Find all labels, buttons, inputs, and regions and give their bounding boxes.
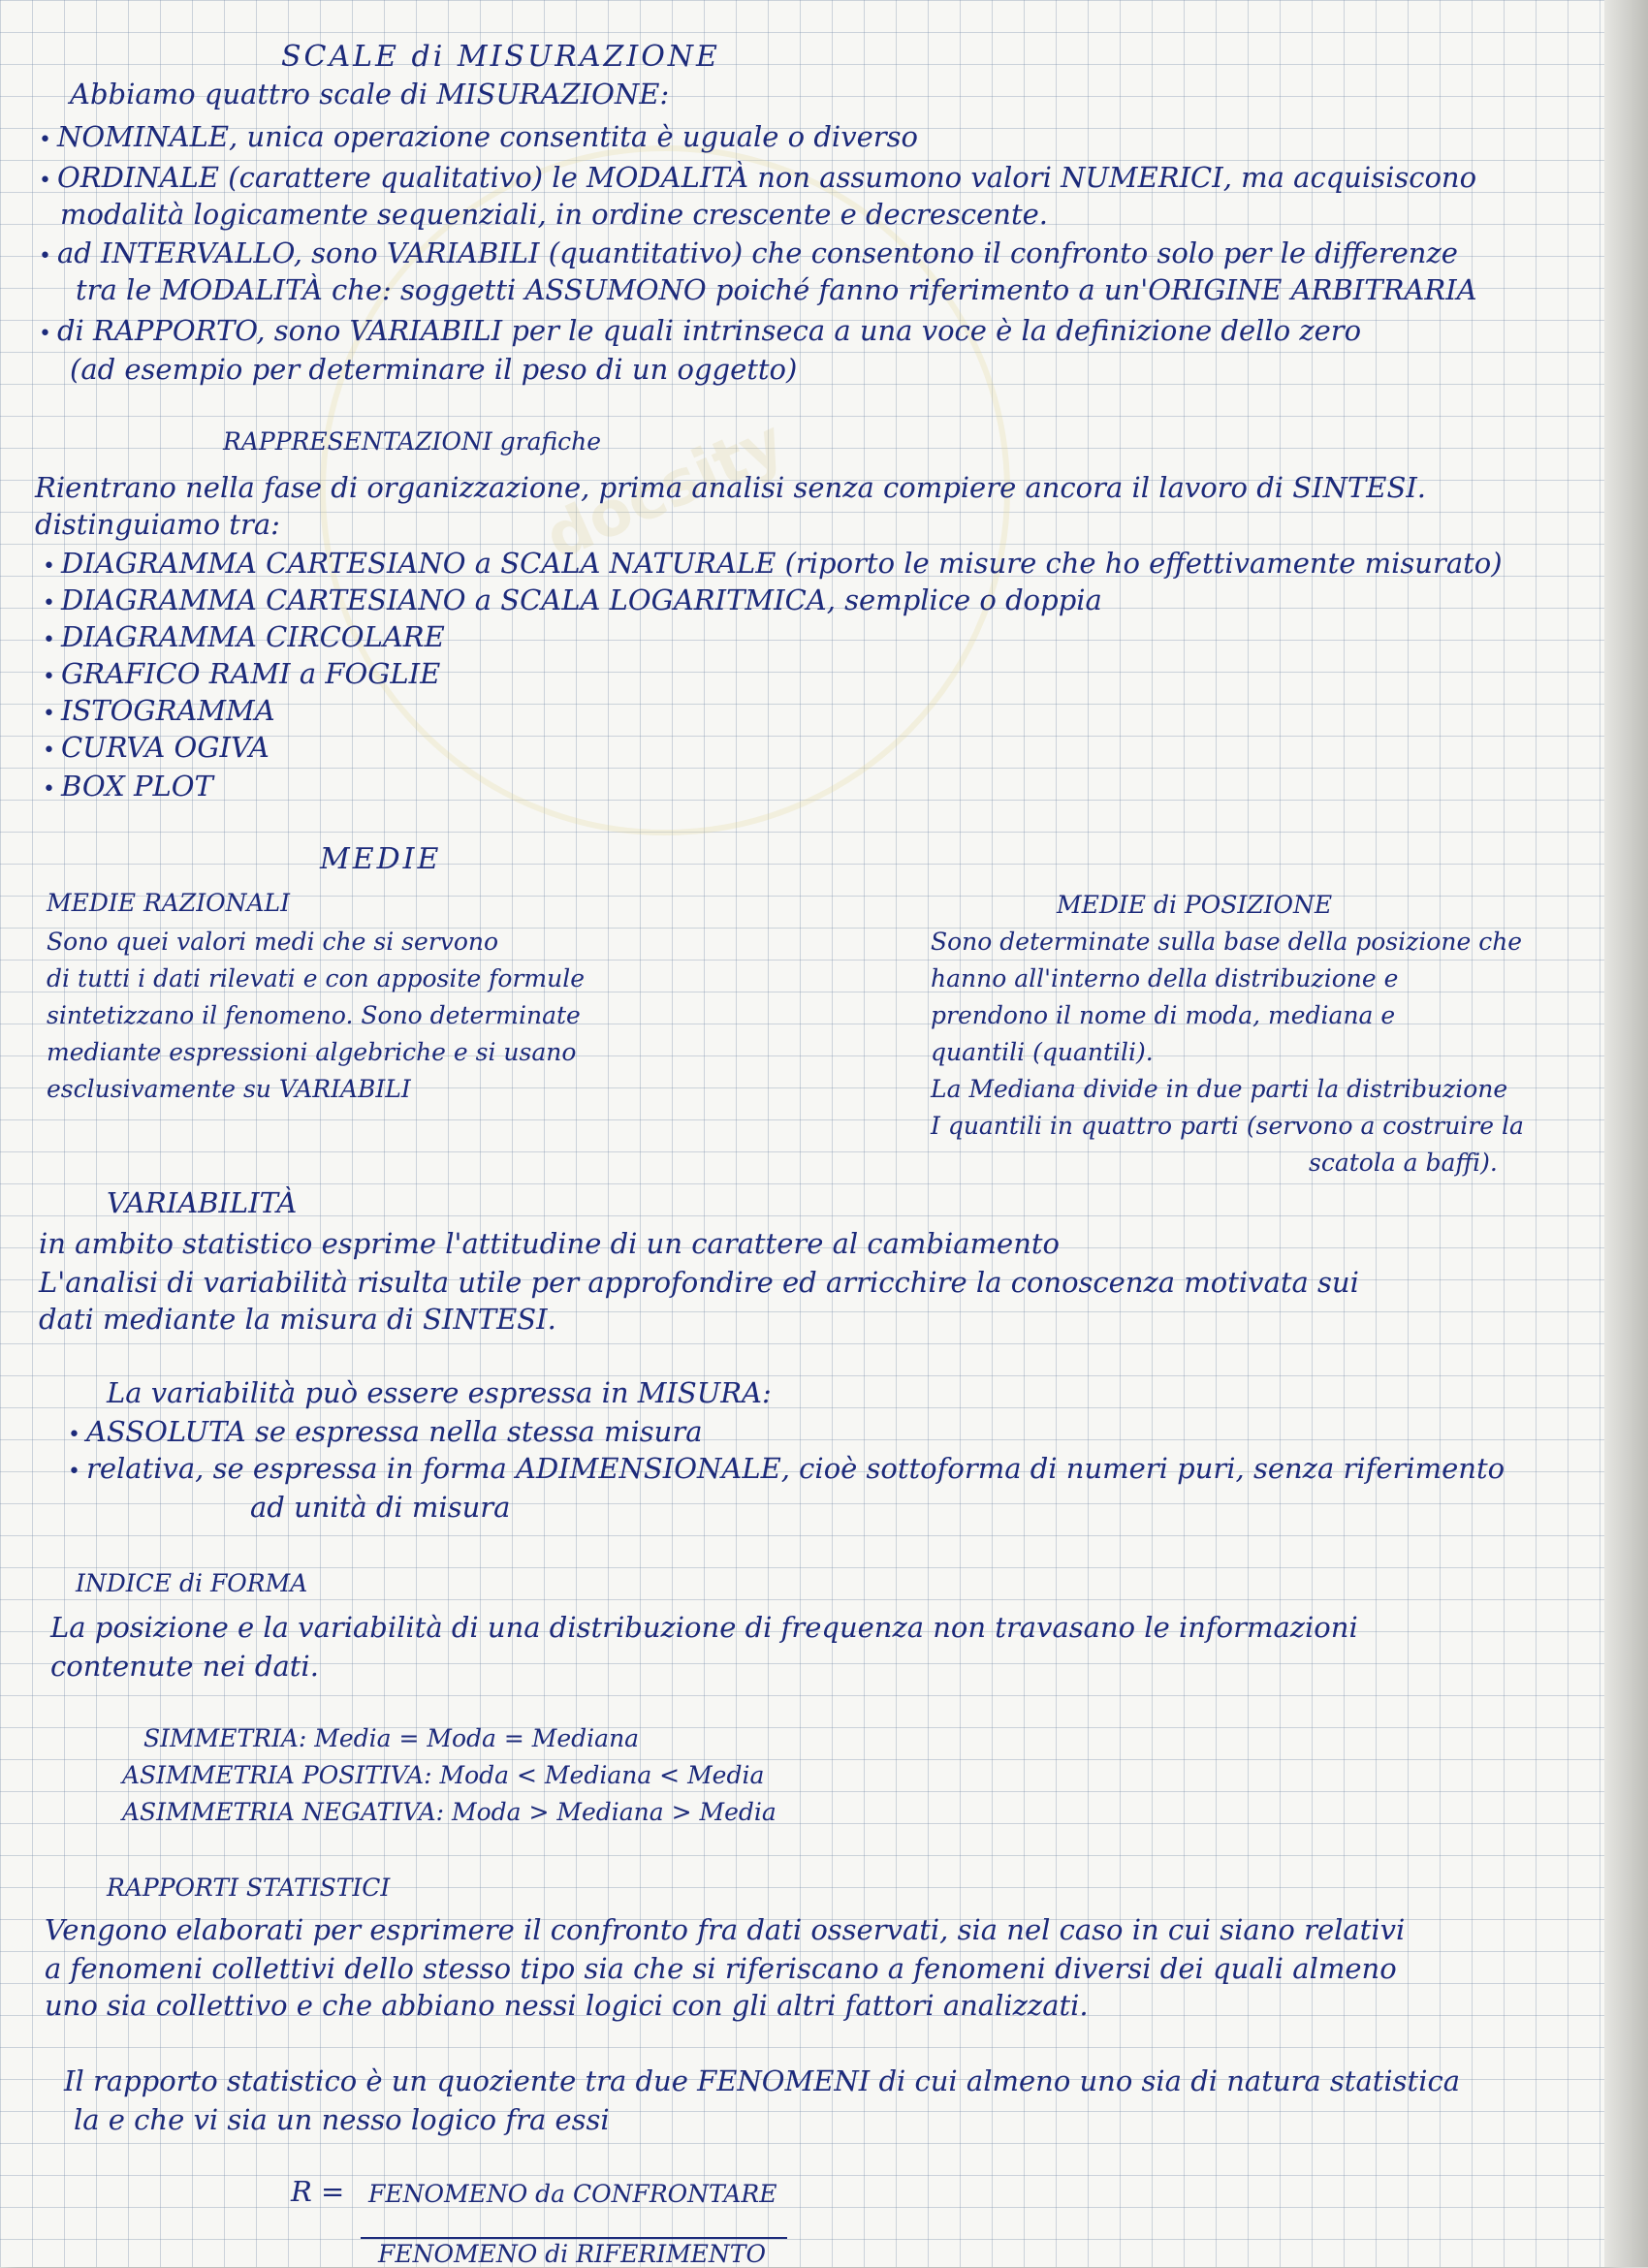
- medie-posizione-line: La Mediana divide in due parti la distribuzione: [931, 1075, 1508, 1103]
- rapp-item: • DIAGRAMMA CARTESIANO a SCALA LOGARITMICA, semplice o doppia: [43, 583, 1102, 616]
- scale-item-continued: tra le MODALITÀ che: soggetti ASSUMONO poiché fanno riferimento a un'ORIGINE ARBITRARIA: [76, 273, 1477, 306]
- rapporti-line: a fenomeni collettivi dello stesso tipo sia che si riferiscano a fenomeni diversi dei quali almeno: [45, 1952, 1397, 1985]
- scale-item: • di RAPPORTO, sono VARIABILI per le quali intrinseca a una voce è la definizione dello zero: [39, 314, 1362, 347]
- medie-posizione-title: MEDIE di POSIZIONE: [1057, 891, 1333, 919]
- variabilita-item-continued: ad unità di misura: [250, 1491, 511, 1524]
- section-title-rapporti: RAPPORTI STATISTICI: [107, 1874, 391, 1902]
- forma-row: ASIMMETRIA NEGATIVA: Moda > Mediana > Media: [122, 1798, 776, 1826]
- rapp-intro: distinguiamo tra:: [35, 508, 280, 541]
- rapp-item: • CURVA OGIVA: [43, 731, 269, 764]
- medie-razionali-line: di tutti i dati rilevati e con apposite formule: [47, 964, 585, 992]
- medie-razionali-line: esclusivamente su VARIABILI: [47, 1075, 411, 1103]
- formula-denominator: FENOMENO di RIFERIMENTO: [378, 2240, 766, 2268]
- rapporti-line: uno sia collettivo e che abbiano nessi logici con gli altri fattori analizzati.: [45, 1989, 1089, 2022]
- rapporto-line: la e che vi sia un nesso logico fra essi: [74, 2103, 610, 2136]
- scale-intro: Abbiamo quattro scale di MISURAZIONE:: [70, 78, 670, 110]
- rapporti-line: Vengono elaborati per esprimere il confronto fra dati osservati, sia nel caso in cui siano relativi: [45, 1913, 1406, 1946]
- scale-item-continued: (ad esempio per determinare il peso di un oggetto): [70, 353, 798, 386]
- medie-posizione-line: prendono il nome di moda, mediana e: [931, 1001, 1396, 1029]
- rapp-item: • ISTOGRAMMA: [43, 694, 275, 727]
- formula-fraction-line: [361, 2237, 787, 2239]
- section-title-scale: SCALE di MISURAZIONE: [281, 40, 720, 74]
- medie-posizione-line: I quantili in quattro parti (servono a costruire la: [931, 1112, 1524, 1140]
- rapp-item: • BOX PLOT: [43, 770, 213, 803]
- scale-item: • NOMINALE, unica operazione consentita è uguale o diverso: [39, 120, 918, 153]
- rapporto-line: Il rapporto statistico è un quoziente tra due FENOMENI di cui almeno uno sia di natura statistica: [64, 2064, 1461, 2097]
- variabilita-line: dati mediante la misura di SINTESI.: [39, 1303, 556, 1336]
- medie-posizione-line: hanno all'interno della distribuzione e: [931, 964, 1399, 992]
- scale-item: • ORDINALE (carattere qualitativo) le MODALITÀ non assumono valori NUMERICI, ma acquisiscono: [39, 161, 1477, 194]
- medie-posizione-line: scatola a baffi).: [1309, 1149, 1498, 1177]
- medie-razionali-line: mediante espressioni algebriche e si usano: [47, 1038, 577, 1066]
- variabilita-line: in ambito statistico esprime l'attitudine di un carattere al cambiamento: [39, 1227, 1061, 1260]
- forma-line: La posizione e la variabilità di una distribuzione di frequenza non travasano le informazioni: [50, 1611, 1358, 1644]
- formula-r-label: R =: [291, 2175, 345, 2208]
- section-title-rappresentazioni: RAPPRESENTAZIONI grafiche: [223, 427, 602, 456]
- medie-razionali-line: Sono quei valori medi che si servono: [47, 928, 499, 956]
- medie-razionali-line: sintetizzano il fenomeno. Sono determinate: [47, 1001, 581, 1029]
- scale-item: • ad INTERVALLO, sono VARIABILI (quantitativo) che consentono il confronto solo per le differenze: [39, 236, 1458, 269]
- forma-row: SIMMETRIA: Media = Moda = Mediana: [143, 1724, 640, 1752]
- medie-posizione-line: Sono determinate sulla base della posizione che: [931, 928, 1523, 956]
- forma-row: ASIMMETRIA POSITIVA: Moda < Mediana < Media: [122, 1761, 765, 1789]
- section-title-indice-forma: INDICE di FORMA: [76, 1569, 308, 1597]
- variabilita-sub: La variabilità può essere espressa in MISURA:: [107, 1376, 772, 1409]
- section-title-medie: MEDIE: [320, 842, 442, 876]
- variabilita-line: L'analisi di variabilità risulta utile per approfondire ed arricchire la conoscenza motivata sui: [39, 1266, 1359, 1299]
- formula-numerator: FENOMENO da CONFRONTARE: [368, 2180, 777, 2208]
- medie-posizione-line: quantili (quantili).: [931, 1038, 1154, 1066]
- page-edge: [1604, 0, 1648, 2267]
- rapp-item: • GRAFICO RAMI a FOGLIE: [43, 657, 441, 690]
- variabilita-item: • relativa, se espressa in forma ADIMENSIONALE, cioè sottoforma di numeri puri, senza riferimento: [68, 1452, 1505, 1485]
- rapp-item: • DIAGRAMMA CARTESIANO a SCALA NATURALE (riporto le misure che ho effettivamente misurato): [43, 547, 1503, 580]
- section-title-variabilita: VARIABILITÀ: [107, 1186, 298, 1219]
- rapp-item: • DIAGRAMMA CIRCOLARE: [43, 620, 445, 653]
- medie-razionali-title: MEDIE RAZIONALI: [47, 889, 290, 917]
- watermark-stamp: docsity: [209, 35, 1121, 946]
- forma-line: contenute nei dati.: [50, 1650, 319, 1683]
- scale-item-continued: modalità logicamente sequenziali, in ordine crescente e decrescente.: [60, 198, 1048, 231]
- rapp-intro: Rientrano nella fase di organizzazione, prima analisi senza compiere ancora il lavoro di SINTESI.: [35, 471, 1427, 504]
- variabilita-item: • ASSOLUTA se espressa nella stessa misura: [68, 1415, 703, 1448]
